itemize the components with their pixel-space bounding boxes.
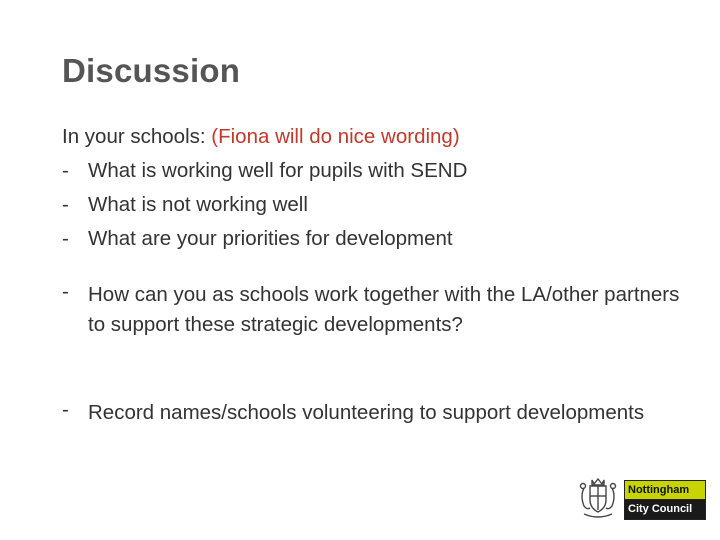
list-item xyxy=(62,154,702,188)
bullet-dash: - xyxy=(62,398,69,421)
question-2 xyxy=(62,398,702,428)
list-item-text: How can you as schools work together with the LA/other partners to support these strategic developments? xyxy=(88,283,680,336)
logo-wordmark xyxy=(624,480,706,520)
list-item xyxy=(62,188,702,222)
intro-prefix: In your schools: xyxy=(62,125,212,148)
list-item-text: What are your priorities for development xyxy=(88,227,453,250)
list-item xyxy=(62,222,702,256)
intro-note: (Fiona will do nice wording) xyxy=(211,125,460,148)
list-item-text: What is not working well xyxy=(88,193,308,216)
coat-of-arms-icon xyxy=(574,474,622,522)
bullet-dash: - xyxy=(62,227,69,250)
list-item-text: Record names/schools volunteering to support developments xyxy=(88,401,645,424)
bullet-dash: - xyxy=(62,193,69,216)
bullet-dash: - xyxy=(62,159,69,182)
list-item xyxy=(62,280,702,340)
slide-body xyxy=(62,120,702,256)
intro-line xyxy=(62,120,702,154)
bullet-dash: - xyxy=(62,280,69,303)
list-item-text: What is working well for pupils with SEND xyxy=(88,159,468,182)
list-item xyxy=(62,398,702,428)
slide-title: Discussion xyxy=(62,52,241,89)
question-1 xyxy=(62,280,702,340)
logo-line-2: City Council xyxy=(625,500,705,519)
council-logo xyxy=(574,474,706,522)
logo-line-1: Nottingham xyxy=(625,481,705,499)
